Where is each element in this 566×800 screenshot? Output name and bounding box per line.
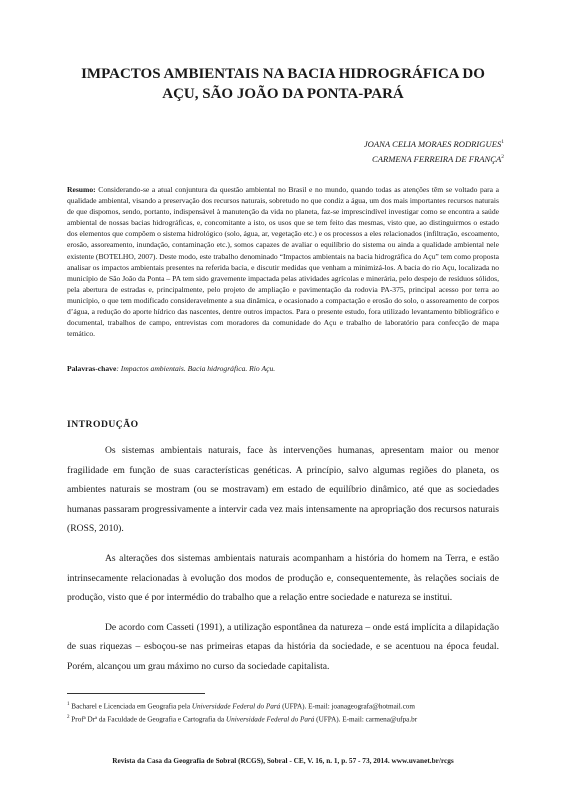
- title-line-1: IMPACTOS AMBIENTAIS NA BACIA HIDROGRÁFICA DO: [81, 66, 485, 82]
- author-list: [364, 136, 504, 166]
- abstract-label: Resumo:: [67, 185, 96, 194]
- footnote-divider: [67, 693, 205, 694]
- paragraph-1: Os sistemas ambientais naturais, face às intervenções humanas, apresentam maior ou menor fragilidade em função de suas características genéticas. A princípio, salvo algumas regiões do planeta, os ambientes naturais se mostram (ou se mostravam) em estado de equilíbrio dinâmico, até que as sociedades humanas passaram progressivamente a intervir cada vez mais intensamente na apropriação dos recursos naturais (ROSS, 2010).: [67, 445, 499, 535]
- footnotes: [67, 700, 499, 726]
- footnote-1: [67, 700, 499, 712]
- footnote-1-post: (UFPA). E-mail: joanageografa@hotmail.com: [280, 702, 415, 711]
- author-name: [364, 136, 504, 151]
- paragraph-2: As alterações dos sistemas ambientais naturais acompanham a história do homem na Terra, e estão intrinsecamente relacionadas à evolução dos modos de produção e, consequentemente, às relações sociais de produção, visto que é por intermédio do trabalho que a relação entre sociedade e natureza se institui.: [67, 552, 499, 604]
- section-heading-introducao: INTRODUÇÃO: [67, 419, 139, 430]
- footnote-2-mark: 2: [67, 714, 70, 720]
- footnote-1-mark: 1: [67, 702, 70, 707]
- footnote-1-institution: Universidade Federal do Pará: [191, 702, 281, 711]
- author-1-mark: 1: [501, 139, 504, 145]
- author-2-name: CARMENA FERREIRA DE FRANÇA: [371, 153, 502, 164]
- footnote-2-post: (UFPA). E-mail: carmena@ufpa.br: [314, 715, 418, 724]
- footnote-1-pre: Bacharel e Licenciada em Geografia pela: [69, 702, 192, 711]
- keywords-value: : Impactos ambientais. Bacia hidrográfica. Rio Açu.: [116, 364, 276, 373]
- body-text: [67, 441, 499, 687]
- footnote-2-institution: Universidade Federal do Pará: [225, 715, 315, 724]
- abstract: [67, 184, 499, 339]
- keywords: [67, 363, 499, 374]
- journal-footer: Revista da Casa da Geografia de Sobral (RCGS), Sobral - CE, V. 16, n. 1, p. 57 - 73, 2014. www.uvanet.br/rcgs: [112, 756, 454, 765]
- footnote-2-pre: Profª Drª da Faculdade de Geografia e Cartografia da: [69, 715, 226, 724]
- keywords-label: Palavras-chave: [67, 364, 117, 373]
- author-name: [364, 151, 504, 166]
- footnote-2: [67, 713, 499, 725]
- author-1-name: JOANA CELIA MORAES RODRIGUES: [363, 138, 502, 149]
- title-line-2: AÇU, SÃO JOÃO DA PONTA-PARÁ: [162, 86, 404, 102]
- author-2-mark: 2: [501, 153, 504, 160]
- abstract-text: Considerando-se a atual conjuntura da questão ambiental no Brasil e no mundo, quando todas as atenções têm se voltado para a qualidade ambiental, visando a preservação dos recursos naturais, sobretudo no que condiz a água, um dos mais importantes recursos naturais de que dispomos, sendo, portanto, indispensável à manutenção da vida no planeta, faz-se imprescindível investigar como se encontra a saúde ambiental de nossas bacias hidrográficas, e, concomitante a isto, os usos que se tem feito das mesmas, visto que, ao distinguirmos o estado dos elementos que compõem o sistema hidrológico (solo, água, ar, vegetação etc.) e os processos a eles relacionados (infiltração, escoamento, erosão, assoreamento, inundação, contaminação etc.), somos capazes de avaliar o equilíbrio do sistema ou ainda a qualidade ambiental nele existente (BOTELHO, 2007). Deste modo, este trabalho denominado “Impactos ambientais na bacia hidrográfica do Açu” tem como proposta analisar os impactos ambientais presentes na referida bacia, e discutir medidas que venham a minimizá-los. A bacia do rio Açu, localizada no município de São João da Ponta – PA tem sido gravemente impactada pelas atividades agrícolas e minerária, pelo despejo de resíduos sólidos, pela abertura de estradas e, principalmente, pelo projeto de ampliação e pavimentação da rodovia PA-375, principal acesso por terra ao município, o que tem modificado consideravelmente a sua dinâmica, e ocasionado a compactação e erosão do solo, o assoreamento de corpos d’água, a redução do aporte hídrico das nascentes, dentre outros impactos. Para o presente estudo, fora utilizado levantamento bibliográfico e documental, trabalhos de campo, entrevistas com moradores da comunidade do Açu e trabalho de laboratório para confecção de mapa temático.: [67, 185, 499, 339]
- paragraph-3: De acordo com Casseti (1991), a utilização espontânea da natureza – onde está implícita a dilapidação de suas riquezas – esboçou-se nas primeiras etapas da história da sociedade, e se acentuou na época feudal. Porém, alcançou um grau máximo no curso da sociedade capitalista.: [67, 621, 499, 672]
- paper-title: [60, 64, 506, 104]
